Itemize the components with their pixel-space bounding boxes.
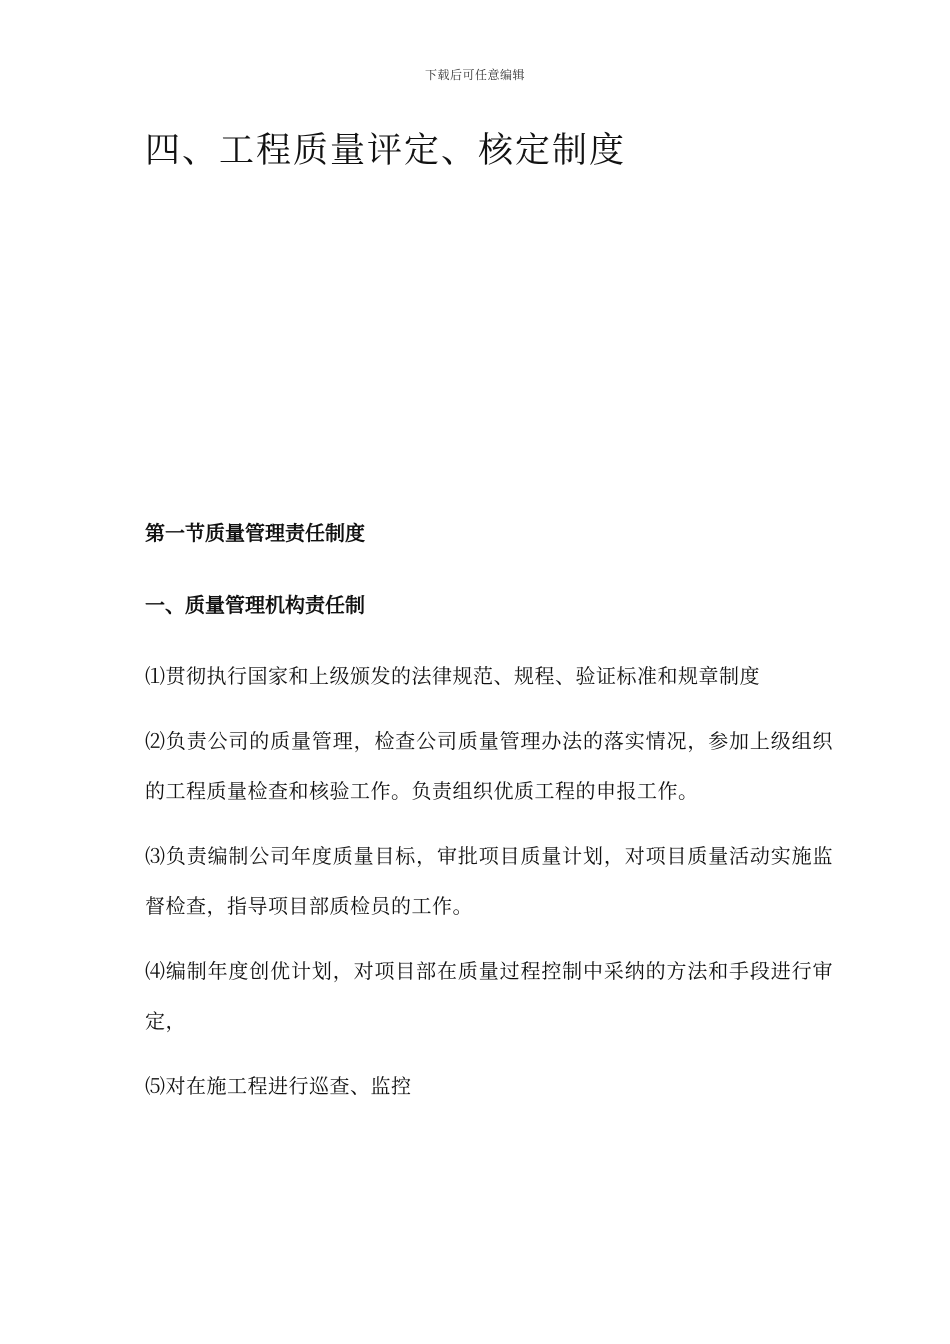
- list-item: ⑸对在施工程进行巡查、监控: [145, 1074, 412, 1098]
- header-note: 下载后可任意编辑: [424, 68, 525, 82]
- responsibility-list: [145, 651, 833, 1126]
- section-heading: 第一节质量管理责任制度: [145, 521, 365, 545]
- list-item: ⑶负责编制公司年度质量目标，审批项目质量计划，对项目质量活动实施监督检查，指导项目部质检员的工作。: [145, 844, 833, 918]
- list-item: ⑷编制年度创优计划，对项目部在质量过程控制中采纳的方法和手段进行审定，: [145, 959, 833, 1033]
- document-title: 四、工程质量评定、核定制度: [145, 131, 627, 171]
- list-item: ⑵负责公司的质量管理，检查公司质量管理办法的落实情况，参加上级组织的工程质量检查和核验工作。负责组织优质工程的申报工作。: [145, 729, 833, 803]
- list-item: ⑴贯彻执行国家和上级颁发的法律规范、规程、验证标准和规章制度: [145, 664, 760, 688]
- subsection-heading: 一、质量管理机构责任制: [145, 593, 365, 617]
